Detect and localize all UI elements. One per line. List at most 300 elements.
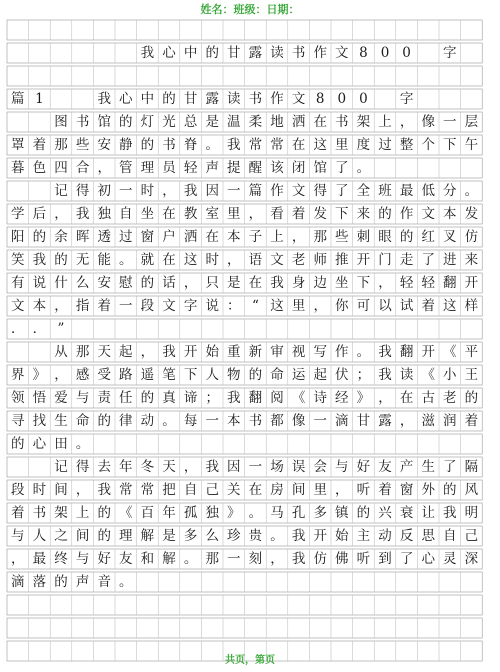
essay-char: 书 — [32, 505, 47, 521]
essay-char: 的 — [11, 436, 25, 452]
essay-char: 好 — [97, 551, 111, 567]
essay-char: 着 — [291, 206, 306, 222]
essay-char: 柔 — [248, 114, 263, 130]
essay-char: 小 — [443, 367, 457, 383]
essay-char: 书 — [162, 137, 176, 153]
essay-line — [0, 204, 500, 224]
essay-char: 我 — [162, 344, 176, 360]
essay-line — [0, 20, 500, 40]
essay-char: 动 — [378, 528, 392, 544]
essay-char: 是 — [205, 114, 219, 130]
essay-char: 轻 — [183, 160, 198, 176]
essay-char: 本 — [227, 229, 241, 245]
essay-char: 我 — [97, 482, 111, 498]
essay-char: 的 — [443, 482, 457, 498]
essay-char: 会 — [313, 459, 327, 475]
essay-char: ， — [291, 229, 306, 245]
essay-char: 来 — [356, 206, 371, 222]
essay-char: 自 — [443, 528, 457, 544]
essay-char: 教 — [183, 206, 198, 222]
essay-char: 珍 — [227, 528, 241, 544]
essay-char: 文 — [11, 298, 25, 314]
essay-char: 最 — [399, 183, 414, 199]
essay-char — [7, 457, 29, 477]
essay-char: 发 — [464, 206, 479, 222]
essay-char — [7, 181, 29, 201]
essay-char: 整 — [399, 137, 414, 153]
essay-char: 员 — [162, 160, 176, 176]
essay-char: ， — [75, 482, 90, 498]
essay-char: 年 — [119, 459, 133, 475]
essay-char: 的 — [119, 114, 133, 130]
essay-char: 在 — [399, 390, 414, 406]
essay-char: 来 — [464, 252, 479, 268]
essay-char: 文 — [291, 91, 306, 107]
essay-char: 分 — [443, 183, 457, 199]
essay-char: 《 — [421, 367, 435, 383]
essay-char: 一 — [443, 114, 457, 130]
essay-char: 像 — [421, 114, 435, 130]
essay-char — [29, 342, 51, 362]
essay-char: 爱 — [54, 390, 68, 406]
essay-char: 一 — [119, 183, 133, 199]
essay-char: 深 — [464, 551, 479, 567]
essay-char: 的 — [140, 390, 155, 406]
page-footer-pages: 共页，第页 — [225, 655, 275, 666]
essay-char: 。 — [205, 137, 219, 153]
essay-char: 本 — [32, 298, 47, 314]
essay-char: 灵 — [443, 551, 457, 567]
essay-char: 常 — [248, 137, 263, 153]
essay-char: 0 — [402, 45, 411, 61]
essay-char: ” — [57, 321, 65, 337]
essay-char: 安 — [97, 137, 111, 153]
essay-char — [29, 457, 51, 477]
essay-char: ， — [378, 390, 392, 406]
essay-char: 之 — [54, 528, 68, 544]
essay-char: 文 — [421, 206, 435, 222]
essay-line — [0, 342, 500, 362]
essay-char: 滋 — [421, 413, 435, 429]
essay-char: 的 — [32, 229, 47, 245]
essay-char: 字 — [443, 45, 457, 61]
essay-char: ， — [335, 482, 349, 498]
essay-char: 律 — [119, 413, 133, 429]
essay-char: 管 — [119, 160, 133, 176]
essay-char: 友 — [378, 459, 392, 475]
essay-char: 天 — [97, 344, 111, 360]
essay-char: 心 — [421, 551, 435, 567]
essay-char: 下 — [443, 137, 457, 153]
essay-char: 每 — [183, 413, 198, 429]
essay-char: 生 — [54, 413, 68, 429]
essay-char: 《 — [291, 390, 306, 406]
essay-char: 审 — [270, 344, 284, 360]
essay-char: 作 — [313, 45, 327, 61]
essay-char: 我 — [227, 390, 241, 406]
essay-char: ， — [54, 367, 68, 383]
essay-char: ， — [227, 252, 241, 268]
essay-char: 阳 — [11, 229, 25, 245]
essay-char: 下 — [335, 206, 349, 222]
essay-char: 下 — [356, 275, 371, 291]
essay-char: 在 — [248, 275, 263, 291]
essay-char: 就 — [140, 252, 155, 268]
essay-char — [115, 43, 137, 63]
essay-char: 中 — [140, 91, 155, 107]
essay-char: 地 — [270, 114, 284, 130]
essay-char: 多 — [313, 505, 327, 521]
essay-char: 是 — [227, 275, 241, 291]
essay-char: 多 — [183, 528, 198, 544]
essay-char: 本 — [227, 413, 241, 429]
essay-char: 命 — [75, 413, 90, 429]
essay-char: 年 — [162, 505, 176, 521]
essay-char: 独 — [97, 206, 111, 222]
essay-char: 终 — [54, 551, 68, 567]
essay-char: 红 — [421, 229, 435, 245]
essay-char: 与 — [335, 459, 349, 475]
essay-char: 运 — [291, 367, 306, 383]
essay-char: 我 — [291, 528, 306, 544]
essay-char: 翻 — [443, 275, 457, 291]
essay-char: 醒 — [248, 160, 263, 176]
essay-char: 下 — [183, 367, 198, 383]
essay-line — [0, 572, 500, 592]
essay-char: 都 — [270, 413, 284, 429]
essay-char: 一 — [205, 413, 219, 429]
essay-line — [0, 66, 500, 86]
essay-char: ， — [140, 344, 155, 360]
essay-char: 最 — [32, 551, 47, 567]
essay-char: 暮 — [11, 160, 25, 176]
essay-char: 能 — [97, 252, 111, 268]
essay-char: 遥 — [140, 367, 155, 383]
essay-char: 新 — [248, 344, 263, 360]
essay-char: 滴 — [335, 413, 349, 429]
essay-char: 段 — [11, 482, 25, 498]
essay-char: 开 — [421, 344, 435, 360]
essay-char: ， — [97, 160, 111, 176]
essay-char: 》 — [32, 367, 47, 383]
essay-char: ， — [162, 183, 176, 199]
essay-char: 百 — [140, 505, 155, 521]
essay-char: 在 — [313, 114, 327, 130]
essay-char: 在 — [248, 482, 263, 498]
essay-char: 馆 — [97, 114, 111, 130]
essay-char — [93, 43, 115, 63]
essay-char: 我 — [75, 206, 90, 222]
essay-char: 段 — [140, 298, 155, 314]
essay-char: 心 — [162, 45, 176, 61]
essay-char: 起 — [313, 367, 327, 383]
essay-char: 理 — [119, 528, 133, 544]
essay-char: 好 — [356, 459, 371, 475]
essay-char: 镇 — [335, 505, 349, 521]
essay-char — [29, 43, 51, 63]
essay-char: 里 — [291, 298, 306, 314]
essay-char: 子 — [248, 229, 263, 245]
essay-char: 样 — [464, 298, 479, 314]
essay-char: 润 — [443, 413, 457, 429]
essay-char — [29, 112, 51, 132]
essay-char: 架 — [54, 505, 68, 521]
essay-char: 过 — [119, 229, 133, 245]
essay-char: 生 — [421, 459, 435, 475]
essay-line — [0, 365, 500, 385]
essay-char: 一 — [248, 459, 263, 475]
essay-char: 诗 — [313, 390, 327, 406]
essay-line — [0, 549, 500, 569]
essay-char: 产 — [399, 459, 414, 475]
essay-char: ， — [183, 275, 198, 291]
essay-char: 笑 — [11, 252, 25, 268]
essay-line — [0, 158, 500, 178]
essay-char: 谛 — [183, 390, 198, 406]
essay-char — [374, 89, 396, 109]
essay-char: 刻 — [248, 551, 263, 567]
essay-char: 人 — [205, 367, 219, 383]
essay-char: ， — [248, 206, 263, 222]
essay-char — [417, 43, 439, 63]
essay-char: 孔 — [291, 505, 306, 521]
essay-char: 和 — [140, 551, 155, 567]
essay-char: 门 — [378, 252, 392, 268]
essay-char: 翻 — [399, 344, 414, 360]
essay-char: 里 — [227, 206, 241, 222]
essay-char: 8 — [315, 91, 325, 107]
essay-char: 坐 — [140, 206, 155, 222]
essay-char: 衰 — [399, 505, 414, 521]
essay-char: 与 — [75, 390, 90, 406]
essay-char: 读 — [270, 45, 284, 61]
essay-char: 提 — [227, 160, 241, 176]
essay-char: 该 — [270, 160, 284, 176]
essay-char: 风 — [464, 482, 479, 498]
essay-char: 全 — [356, 183, 371, 199]
essay-char: 间 — [54, 482, 68, 498]
essay-char: 度 — [356, 137, 371, 153]
essay-char: 了 — [443, 459, 457, 475]
essay-char: 班 — [378, 183, 392, 199]
essay-char: 轻 — [421, 275, 435, 291]
essay-char: 着 — [97, 298, 111, 314]
essay-char: 听 — [356, 482, 371, 498]
essay-char: 那 — [54, 137, 68, 153]
essay-char: 些 — [75, 137, 90, 153]
essay-line — [0, 388, 500, 408]
essay-char: 上 — [378, 114, 392, 130]
essay-char: 那 — [313, 229, 327, 245]
essay-char: 1 — [35, 91, 44, 107]
essay-char: 字 — [183, 298, 198, 314]
essay-char: 露 — [378, 413, 392, 429]
essay-char: 过 — [378, 137, 392, 153]
essay-char: 。 — [248, 505, 263, 521]
essay-char: 窗 — [140, 229, 155, 245]
essay-char: 透 — [97, 229, 111, 245]
essay-char: 总 — [183, 114, 198, 130]
essay-char: 关 — [227, 482, 241, 498]
essay-char: 中 — [183, 45, 198, 61]
essay-char: 文 — [270, 252, 284, 268]
essay-line — [0, 250, 500, 270]
essay-char: 开 — [356, 252, 371, 268]
essay-char: 从 — [54, 344, 68, 360]
essay-char: 得 — [75, 459, 90, 475]
essay-char: 架 — [356, 114, 371, 130]
essay-char: 这 — [183, 252, 198, 268]
essay-char: 低 — [421, 183, 435, 199]
essay-char: 甘 — [227, 45, 241, 61]
essay-char: 间 — [291, 482, 306, 498]
essay-char: 那 — [75, 344, 90, 360]
essay-char: 到 — [378, 551, 392, 567]
essay-char: 》 — [356, 390, 371, 406]
essay-char: 与 — [11, 528, 25, 544]
essay-char: 与 — [75, 551, 90, 567]
essay-char: 书 — [75, 114, 90, 130]
essay-char: 常 — [270, 137, 284, 153]
essay-char: 这 — [313, 137, 327, 153]
essay-char: 兴 — [378, 505, 392, 521]
essay-char: 开 — [313, 528, 327, 544]
essay-char: 悟 — [32, 390, 47, 406]
essay-char: 些 — [335, 229, 349, 245]
essay-char: 隔 — [464, 459, 479, 475]
essay-char: 0 — [337, 91, 347, 107]
essay-char: 你 — [335, 298, 349, 314]
essay-char: 重 — [227, 344, 241, 360]
essay-char: 的 — [356, 505, 371, 521]
essay-char: 罩 — [11, 137, 25, 153]
essay-char: 让 — [421, 505, 435, 521]
essay-char: ， — [313, 298, 327, 314]
essay-char: 户 — [162, 229, 176, 245]
essay-char: 任 — [119, 390, 133, 406]
essay-char: 师 — [313, 252, 327, 268]
essay-char: 着 — [421, 298, 435, 314]
essay-char: 仿 — [464, 229, 479, 245]
essay-char: 上 — [270, 229, 284, 245]
essay-char: 说 — [32, 275, 47, 291]
essay-char: 马 — [270, 505, 284, 521]
essay-char: 像 — [291, 413, 306, 429]
essay-char: 的 — [97, 528, 111, 544]
essay-char: 经 — [335, 390, 349, 406]
essay-char — [50, 89, 72, 109]
essay-char: 指 — [75, 298, 90, 314]
essay-char: 篇 — [248, 183, 263, 199]
essay-char: 听 — [356, 551, 371, 567]
essay-char: 把 — [162, 482, 176, 498]
essay-char: ， — [270, 551, 284, 567]
essay-char: 我 — [270, 275, 284, 291]
essay-char: 刺 — [356, 229, 371, 245]
essay-char: 时 — [205, 252, 219, 268]
essay-char: 一 — [227, 183, 241, 199]
essay-char: 试 — [399, 298, 414, 314]
essay-char: 始 — [205, 344, 219, 360]
essay-char: 我 — [378, 344, 392, 360]
essay-char: 着 — [464, 413, 479, 429]
essay-char: 的 — [54, 252, 68, 268]
essay-char: 的 — [54, 574, 68, 590]
essay-char: 孤 — [183, 505, 198, 521]
essay-char: 了 — [399, 551, 414, 567]
essay-char: 作 — [335, 344, 349, 360]
essay-line — [0, 595, 500, 615]
essay-char: 仿 — [313, 551, 327, 567]
essay-line — [0, 112, 500, 132]
essay-char: ， — [378, 275, 392, 291]
essay-char: 我 — [140, 45, 155, 61]
essay-char: 灯 — [140, 114, 155, 130]
essay-char: 安 — [97, 275, 111, 291]
essay-char: 。 — [270, 528, 284, 544]
essay-char: ， — [54, 298, 68, 314]
essay-char: 上 — [75, 505, 90, 521]
essay-char: “ — [251, 298, 259, 314]
essay-char: 常 — [119, 482, 133, 498]
essay-char: 轻 — [399, 275, 414, 291]
essay-char: 责 — [97, 390, 111, 406]
essay-char: 这 — [443, 298, 457, 314]
essay-char: 界 — [11, 367, 25, 383]
essay-char: 的 — [464, 390, 479, 406]
essay-char: 洒 — [183, 229, 198, 245]
essay-char: 眼 — [378, 229, 392, 245]
essay-char: 窗 — [399, 482, 414, 498]
essay-char: 馆 — [313, 160, 327, 176]
essay-char: 领 — [11, 390, 25, 406]
essay-char: 滴 — [11, 574, 25, 590]
essay-char: 字 — [399, 91, 414, 107]
essay-char: 我 — [443, 505, 457, 521]
page-header-fields: 姓名：班级：日期： — [200, 3, 300, 16]
essay-char: 我 — [378, 367, 392, 383]
essay-char: 在 — [205, 229, 219, 245]
essay-char: 我 — [291, 551, 306, 567]
essay-char: 。 — [119, 252, 133, 268]
essay-char: 层 — [464, 114, 479, 130]
essay-char: 去 — [97, 459, 111, 475]
essay-char: 身 — [291, 275, 306, 291]
essay-char: 脊 — [183, 137, 198, 153]
essay-char: 叉 — [443, 229, 457, 245]
essay-char: 个 — [421, 137, 435, 153]
essay-char: ； — [205, 390, 219, 406]
essay-line — [0, 457, 500, 477]
essay-char: 的 — [140, 275, 155, 291]
essay-char: 天 — [162, 459, 176, 475]
essay-char: 露 — [205, 91, 219, 107]
essay-char: ． — [11, 321, 25, 337]
essay-char: 在 — [162, 206, 176, 222]
essay-char: 么 — [75, 275, 90, 291]
essay-char: 里 — [313, 482, 327, 498]
essay-char: 王 — [464, 367, 479, 383]
essay-char: 我 — [205, 459, 219, 475]
essay-char: 边 — [313, 275, 327, 291]
essay-char: 闭 — [291, 160, 306, 176]
essay-char: 时 — [32, 482, 47, 498]
essay-char: 老 — [291, 252, 306, 268]
essay-char: 里 — [335, 137, 349, 153]
essay-char: 声 — [205, 160, 219, 176]
essay-char: 着 — [11, 505, 25, 521]
essay-char: 误 — [291, 459, 306, 475]
